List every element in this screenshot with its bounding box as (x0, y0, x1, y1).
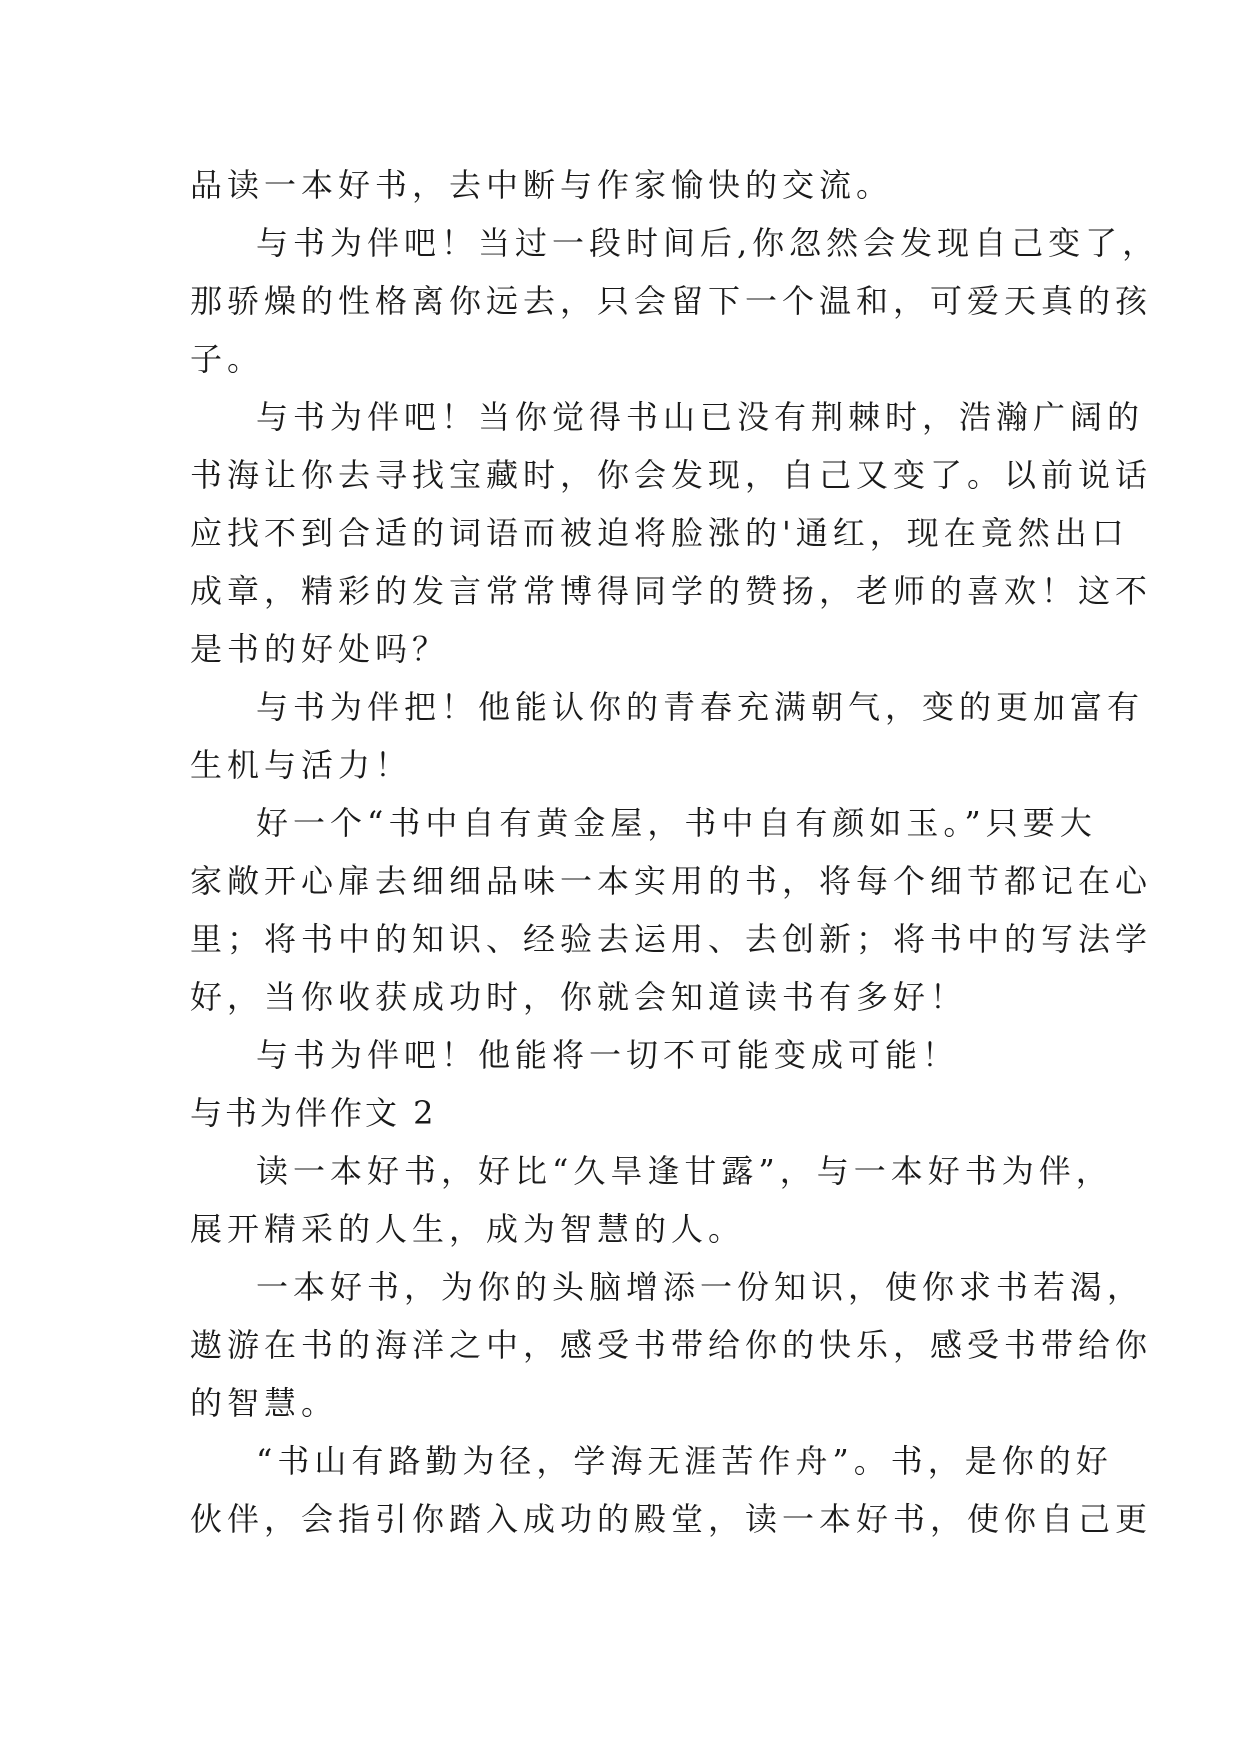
text-line: 的智慧。 (190, 1384, 339, 1422)
text-line: 是书的好处吗？ (190, 630, 450, 668)
text-line: 成章，精彩的发言常常博得同学的赞扬，老师的喜欢！这不 (190, 572, 1153, 610)
text-line: 好一个“书中自有黄金屋，书中自有颜如玉。”只要大 (256, 804, 1097, 842)
text-line: 里；将书中的知识、经验去运用、去创新；将书中的写法学 (190, 920, 1153, 958)
text-line: 与书为伴把！他能认你的青春充满朝气，变的更加富有 (256, 688, 1145, 726)
text-line: 伙伴，会指引你踏入成功的殿堂，读一本好书，使你自己更 (190, 1500, 1153, 1538)
text-line: 遨游在书的海洋之中，感受书带给你的快乐，感受书带给你 (190, 1326, 1153, 1364)
text-line: 生机与活力！ (190, 746, 413, 784)
text-line: 那骄燥的性格离你远去，只会留下一个温和，可爱天真的孩 (190, 282, 1153, 320)
text-line: 应找不到合适的词语而被迫将脸涨的'通红，现在竟然出口 (190, 514, 1129, 552)
text-line: “书山有路勤为径，学海无涯苦作舟”。书，是你的好 (256, 1442, 1113, 1480)
text-line: 家敞开心扉去细细品味一本实用的书，将每个细节都记在心 (190, 862, 1153, 900)
text-line: 一本好书，为你的头脑增添一份知识，使你求书若渴， (256, 1268, 1145, 1306)
text-line: 书海让你去寻找宝藏时，你会发现，自己又变了。以前说话 (190, 456, 1153, 494)
section-heading: 与书为伴作文 2 (190, 1094, 437, 1132)
text-line: 与书为伴吧！他能将一切不可能变成可能！ (256, 1036, 960, 1074)
text-line: 品读一本好书，去中断与作家愉快的交流。 (190, 166, 894, 204)
text-line: 与书为伴吧！当过一段时间后,你忽然会发现自己变了， (256, 224, 1160, 262)
essay-body (190, 156, 1160, 1548)
text-line: 与书为伴吧！当你觉得书山已没有荆棘时，浩瀚广阔的 (256, 398, 1145, 436)
text-line: 展开精采的人生，成为智慧的人。 (190, 1210, 746, 1248)
text-line: 子。 (190, 340, 265, 378)
text-line: 好，当你收获成功时，你就会知道读书有多好！ (190, 978, 968, 1016)
text-line: 读一本好书，好比“久旱逢甘露”，与一本好书为伴， (256, 1152, 1113, 1190)
